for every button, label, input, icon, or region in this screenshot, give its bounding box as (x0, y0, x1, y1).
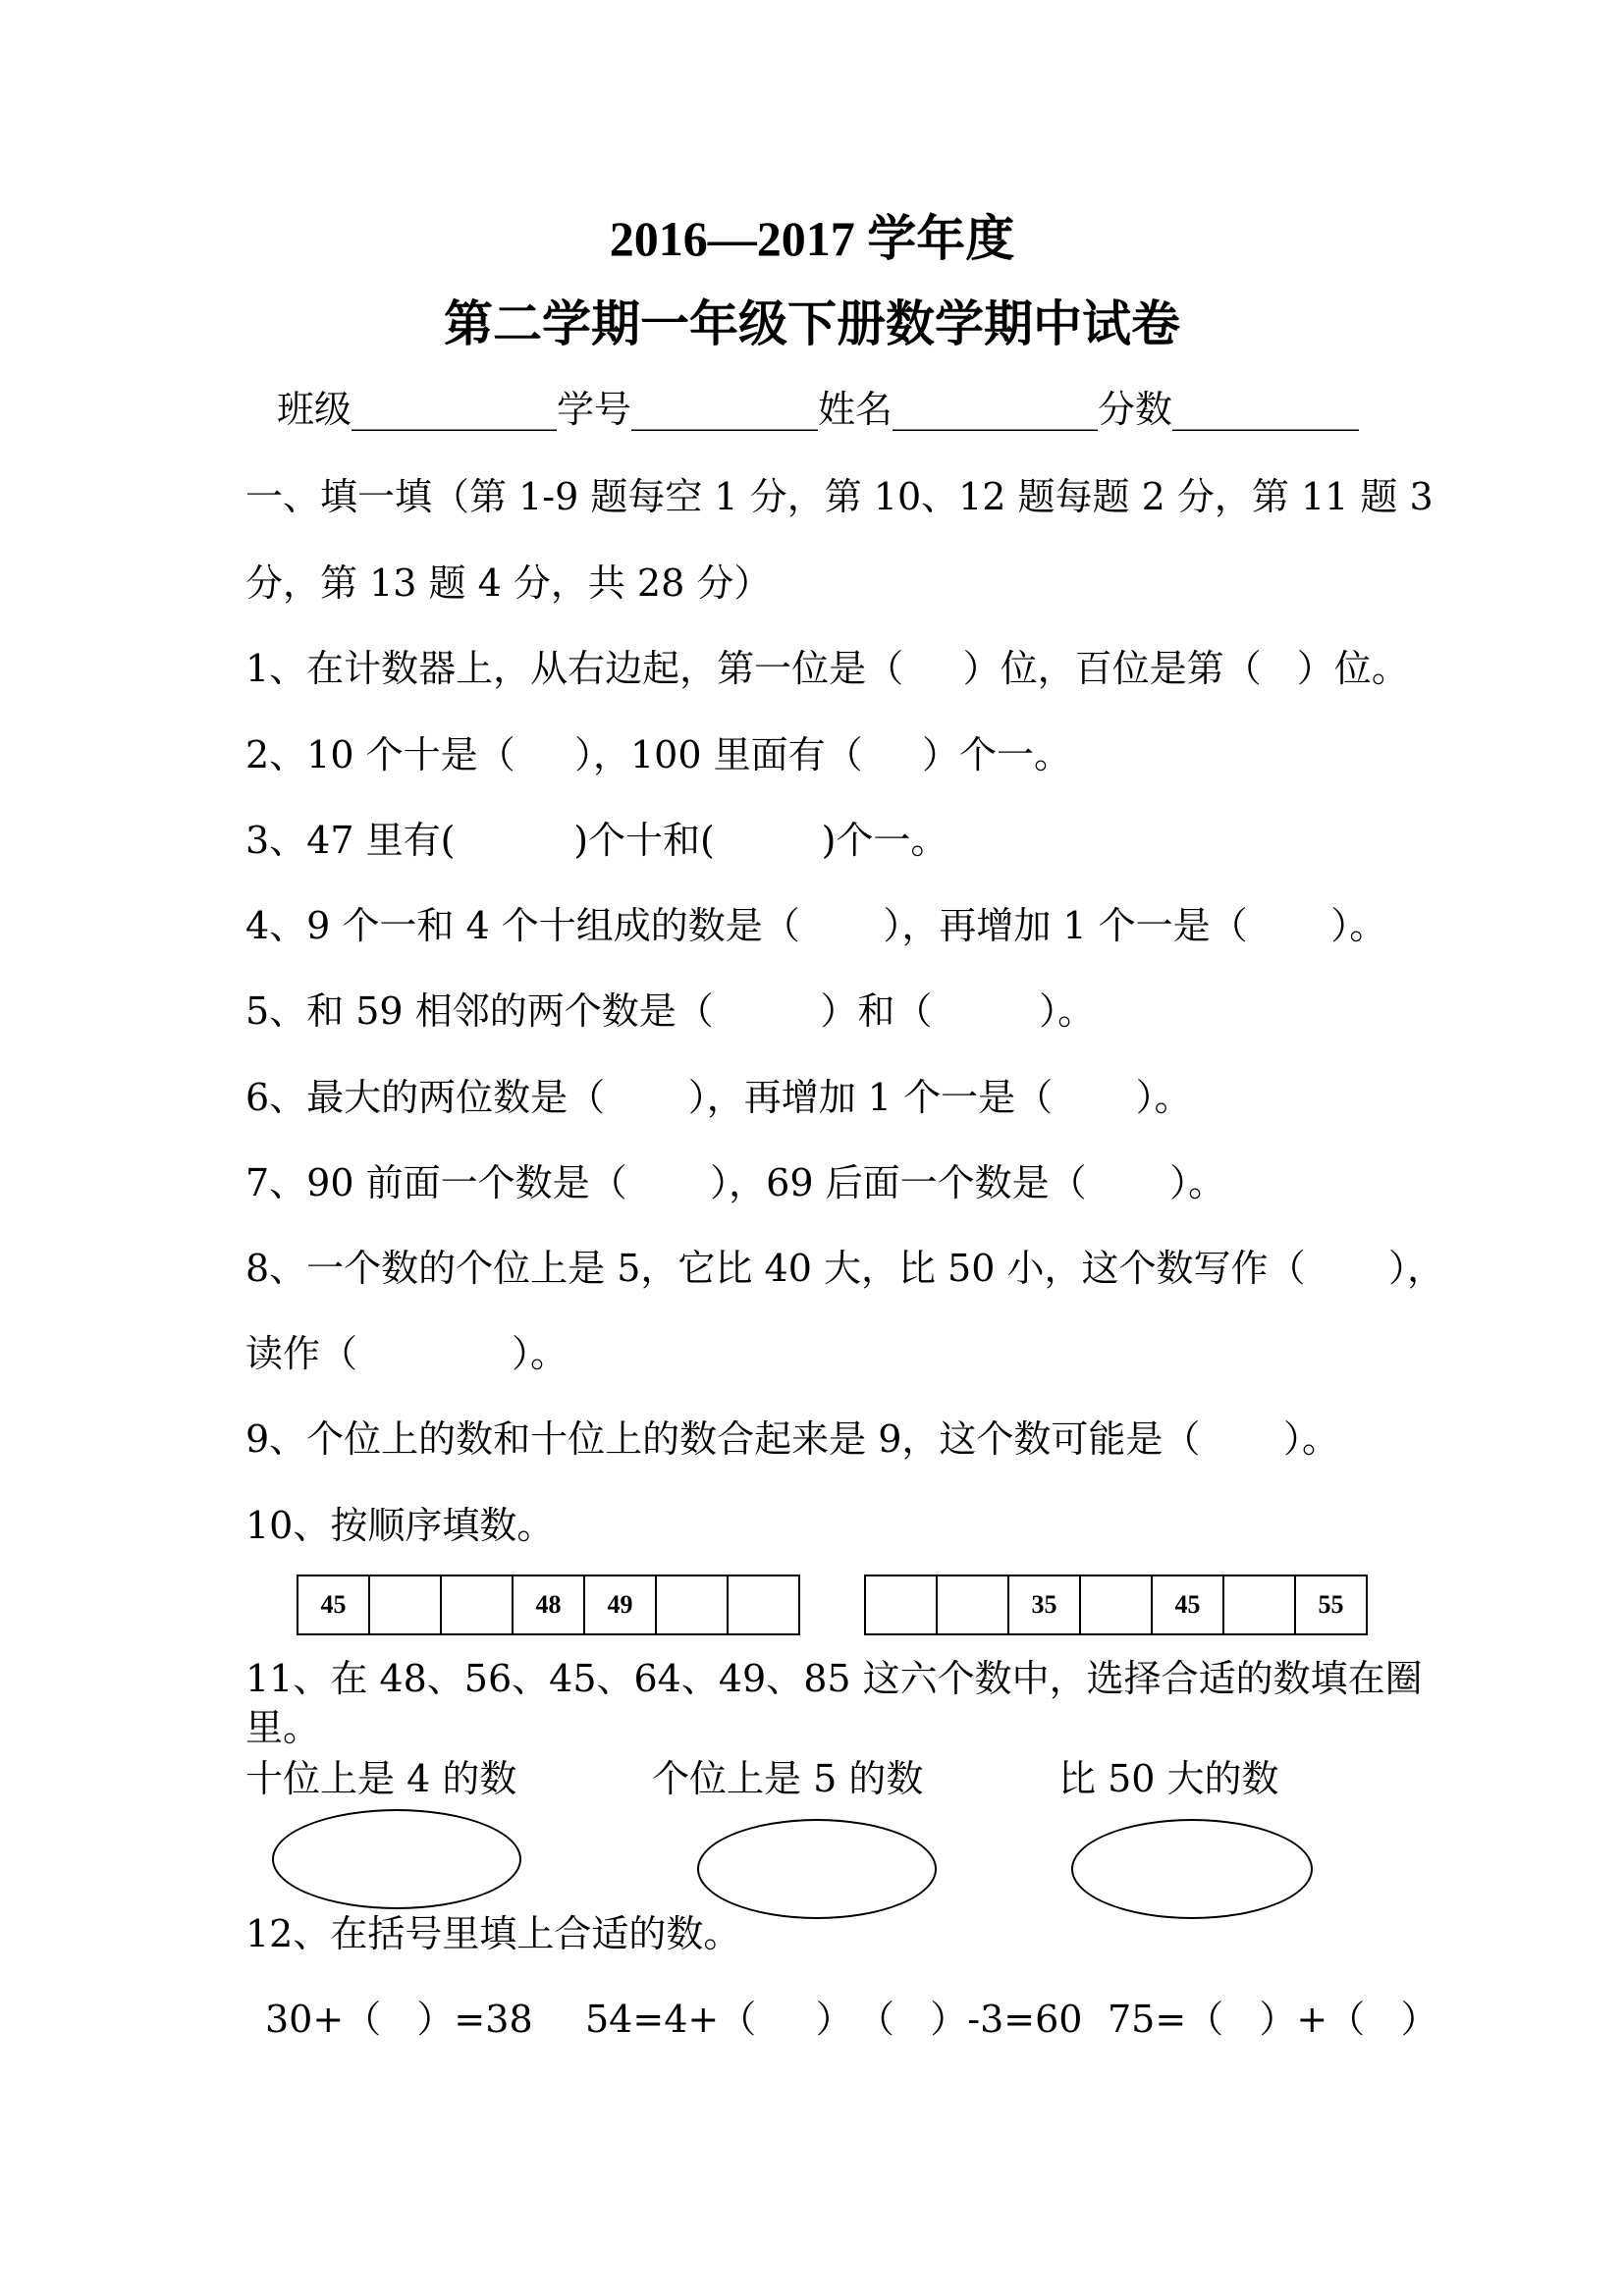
sequence-cell (441, 1575, 513, 1634)
category-ones-5: 个位上是 5 的数 (652, 1757, 924, 1800)
question-11-cont: 里。 (245, 1706, 321, 1749)
sequence-cell (937, 1575, 1008, 1634)
student-info-line: 班级___________学号__________姓名___________分数__________ (277, 388, 1360, 431)
question-4: 4、9 个一和 4 个十组成的数是（ ），再增加 1 个一是（ ）。 (245, 904, 1387, 947)
sequence-cell (1223, 1575, 1295, 1634)
question-2: 2、10 个十是（ ），100 里面有（ ）个一。 (245, 733, 1072, 776)
equation-1: 30+（ ）=38 (265, 1998, 533, 2041)
category-tens-4: 十位上是 4 的数 (245, 1757, 517, 1800)
equation-3: （ ）-3=60 (857, 1998, 1083, 2041)
sequence-cell: 49 (584, 1575, 656, 1634)
sequence-cell (728, 1575, 799, 1634)
exam-title: 第二学期一年级下册数学期中试卷 (444, 296, 1180, 351)
question-6: 6、最大的两位数是（ ），再增加 1 个一是（ ）。 (245, 1076, 1192, 1119)
question-12: 12、在括号里填上合适的数。 (245, 1912, 741, 1955)
sequence-cell (656, 1575, 728, 1634)
sequence-cell (1080, 1575, 1152, 1634)
question-7: 7、90 前面一个数是（ ），69 后面一个数是（ ）。 (245, 1161, 1226, 1204)
equation-2: 54=4+（ ） (585, 1998, 853, 2041)
question-8-cont: 读作（ ）。 (245, 1332, 568, 1375)
sequence-table-left (297, 1575, 800, 1635)
answer-oval-gt-50[interactable] (1071, 1819, 1313, 1919)
question-9: 9、个位上的数和十位上的数合起来是 9，这个数可能是（ ）。 (245, 1417, 1339, 1461)
question-10: 10、按顺序填数。 (245, 1504, 555, 1547)
section1-heading-cont: 分，第 13 题 4 分，共 28 分） (245, 561, 772, 605)
question-3: 3、47 里有( )个十和( )个一。 (245, 819, 948, 862)
answer-oval-tens-4[interactable] (272, 1809, 521, 1909)
sequence-cell: 45 (1152, 1575, 1223, 1634)
question-1: 1、在计数器上，从右边起，第一位是（ ）位，百位是第（ ）位。 (245, 647, 1409, 690)
sequence-cell: 35 (1008, 1575, 1080, 1634)
sequence-cell (865, 1575, 937, 1634)
question-8: 8、一个数的个位上是 5，它比 40 大，比 50 小，这个数写作（ ）， (245, 1247, 1445, 1290)
equation-4: 75=（ ）+（ ） (1108, 1998, 1438, 2041)
sequence-cell: 45 (298, 1575, 369, 1634)
category-gt-50: 比 50 大的数 (1058, 1757, 1279, 1800)
sequence-cell (369, 1575, 441, 1634)
year-title: 2016—2017 学年度 (609, 211, 1015, 266)
section1-heading: 一、填一填（第 1-9 题每空 1 分，第 10、12 题每题 2 分，第 11 题 3 (245, 475, 1434, 518)
answer-oval-ones-5[interactable] (697, 1819, 937, 1919)
question-5: 5、和 59 相邻的两个数是（ ）和（ ）。 (245, 989, 1096, 1033)
sequence-cell: 55 (1295, 1575, 1367, 1634)
question-11: 11、在 48、56、45、64、49、85 这六个数中，选择合适的数填在圈 (245, 1657, 1423, 1700)
sequence-table-right (864, 1575, 1368, 1635)
sequence-cell: 48 (513, 1575, 584, 1634)
